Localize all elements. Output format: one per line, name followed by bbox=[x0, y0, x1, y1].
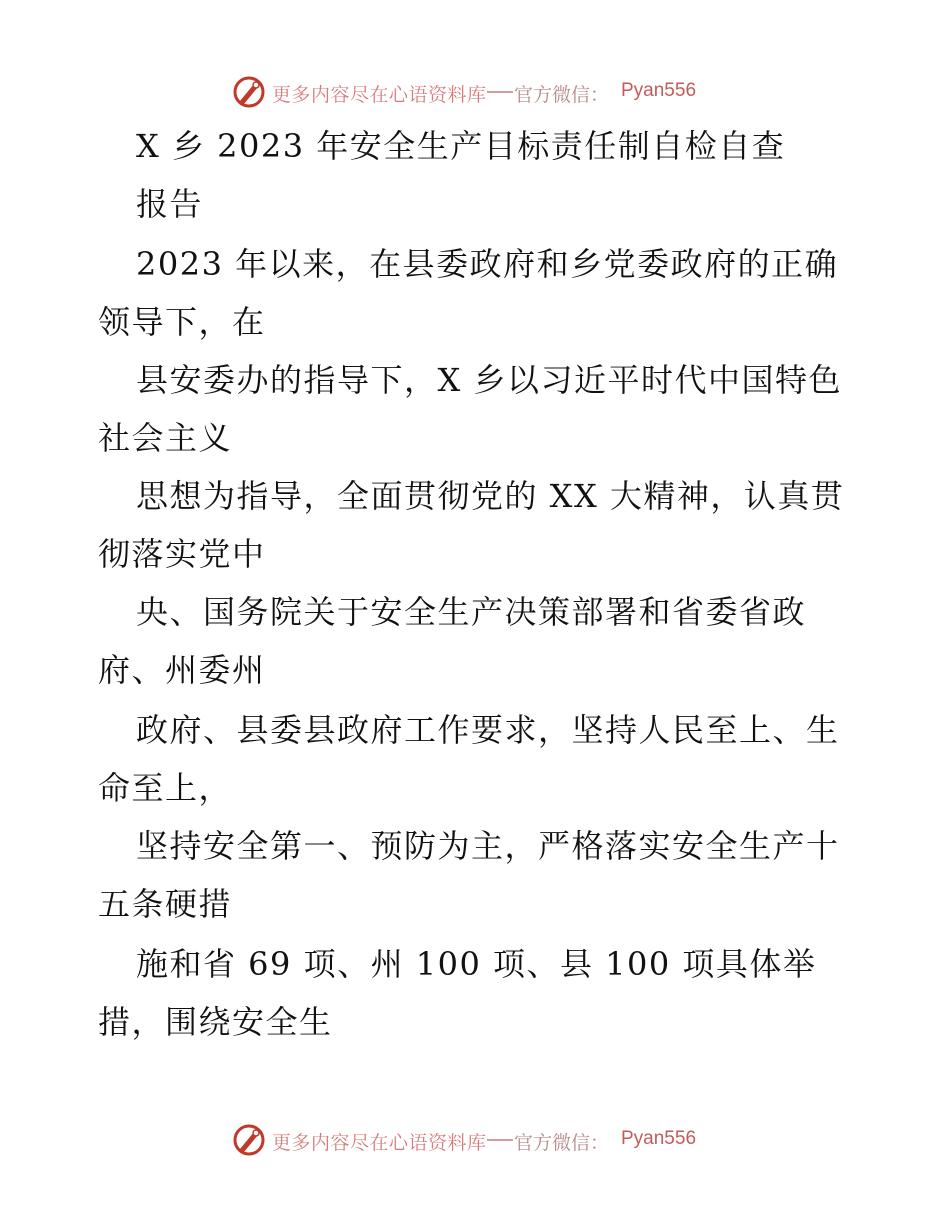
body-line: 央、国务院关于安全生产决策部署和省委省政 bbox=[136, 593, 807, 631]
banner-dash bbox=[487, 1139, 513, 1141]
body-line: 措，围绕安全生 bbox=[98, 1003, 333, 1041]
document-title-line-1: X 乡 2023 年安全生产目标责任制自检自查 bbox=[136, 127, 786, 165]
footer-watermark-banner bbox=[0, 1120, 950, 1160]
pen-logo-icon bbox=[232, 75, 266, 109]
brand-text: 更多内容尽在心语资料库 bbox=[272, 1132, 487, 1154]
official-wechat-label: 官方微信： bbox=[514, 1132, 610, 1154]
body-line: 府、州委州 bbox=[98, 651, 266, 689]
wechat-id: Pyan556 bbox=[621, 80, 697, 101]
body-line: 政府、县委县政府工作要求，坚持人民至上、生 bbox=[136, 711, 840, 749]
body-line: 2023 年以来，在县委政府和乡党委政府的正确 bbox=[136, 245, 839, 283]
wechat-id: Pyan556 bbox=[621, 1128, 697, 1149]
header-watermark-banner bbox=[0, 72, 950, 112]
body-line: 五条硬措 bbox=[98, 885, 233, 923]
official-wechat-label: 官方微信： bbox=[514, 84, 610, 106]
body-line: 思想为指导，全面贯彻党的 XX 大精神，认真贯 bbox=[136, 477, 845, 515]
body-line: 彻落实党中 bbox=[98, 535, 266, 573]
body-line: 施和省 69 项、州 100 项、县 100 项具体举 bbox=[136, 945, 817, 983]
pen-logo-icon bbox=[232, 1123, 266, 1157]
document-title-line-2: 报告 bbox=[136, 185, 204, 223]
brand-text: 更多内容尽在心语资料库 bbox=[272, 84, 487, 106]
body-line: 命至上， bbox=[98, 769, 233, 807]
body-line: 领导下，在 bbox=[98, 303, 266, 341]
body-line: 社会主义 bbox=[98, 419, 233, 457]
banner-dash bbox=[487, 91, 513, 93]
body-line: 县安委办的指导下，X 乡以习近平时代中国特色 bbox=[136, 361, 842, 399]
body-line: 坚持安全第一、预防为主，严格落实安全生产十 bbox=[136, 827, 840, 865]
